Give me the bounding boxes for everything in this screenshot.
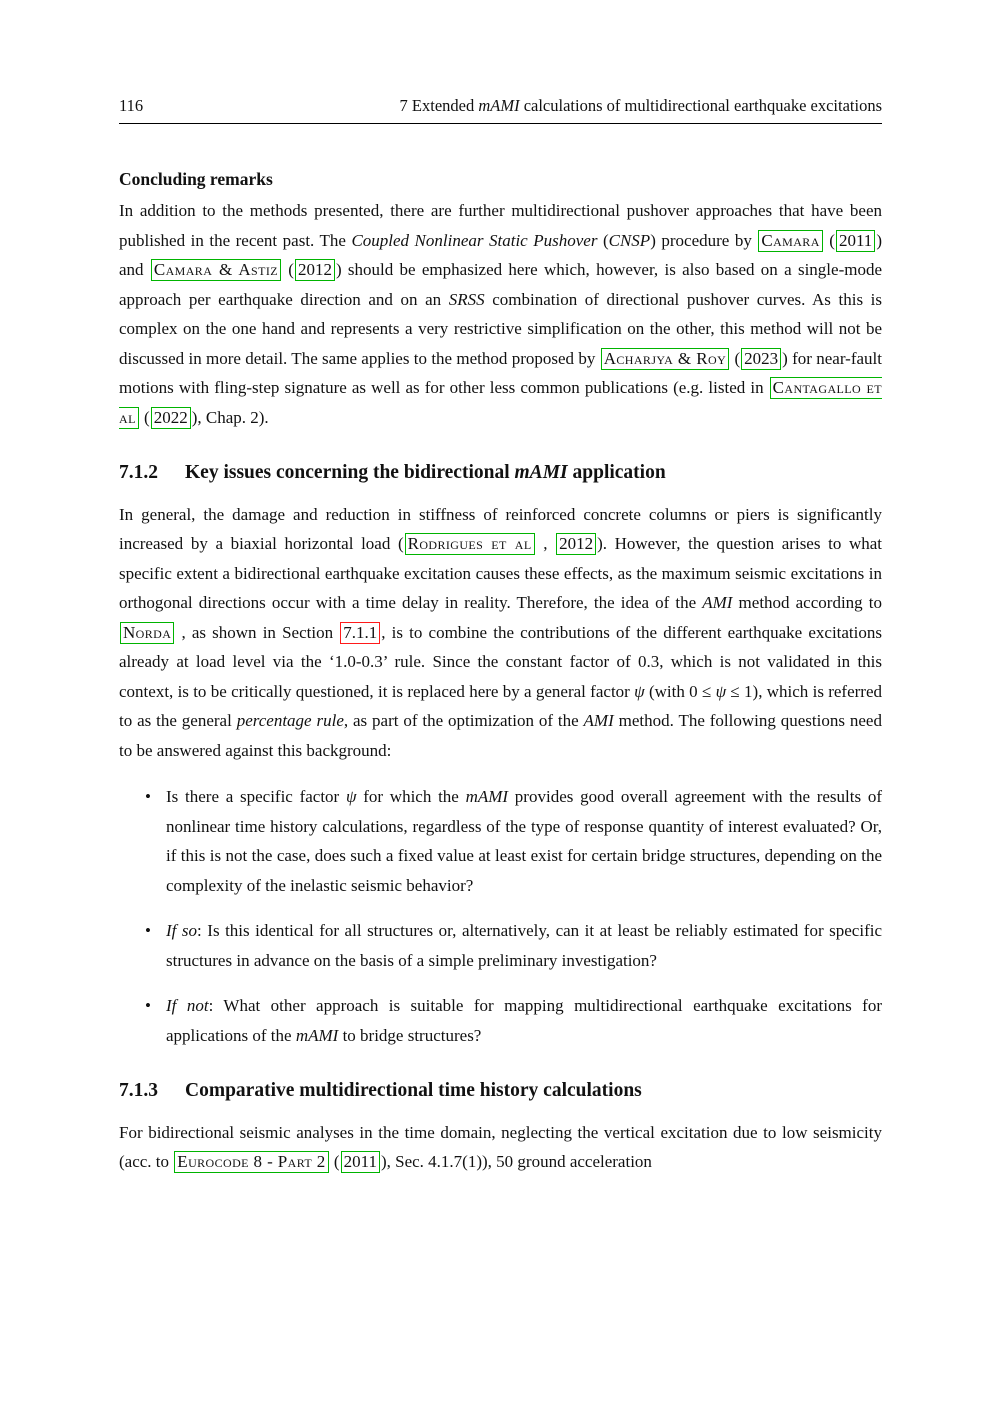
text-run: (	[329, 1152, 340, 1172]
text-run: (	[281, 260, 294, 280]
text-run: If so	[166, 921, 198, 941]
section-title	[185, 1080, 642, 1101]
citation-link[interactable]: 2011	[341, 1151, 380, 1173]
text-run: ) should be emphasized here which, however, is also based on a single-mode approach per earthquake direction and on an	[119, 260, 882, 309]
text-run: : Is this identical for all structures or, alternatively, can it at least be reliably estimated for specific structures in advance on the basis of a simple preliminary investigation?	[166, 921, 882, 970]
text-run: provides good overall agreement with the results of nonlinear time history calculations, regardless of the type of response quantity of interest evaluated? Or, if this is not the case, does such a fixed value at least exist for certain bridge structures, depending on the complexity of the inelastic seismic behavior?	[166, 787, 883, 895]
text-run: Key issues concerning the bidirectional	[185, 462, 515, 484]
text-run: : What other approach is suitable for mapping multidirectional earthquake excitations for applications of the	[166, 996, 883, 1045]
text-run: ψ	[715, 681, 727, 701]
text-run: mAMI	[465, 787, 509, 807]
citation-link[interactable]: Norda	[120, 622, 174, 644]
text-run: (	[730, 348, 741, 368]
citation-link[interactable]: 2023	[741, 348, 781, 370]
header-rule	[119, 123, 882, 124]
text-run: calculations of multidirectional earthquake excitations	[519, 96, 882, 115]
text-block	[119, 96, 882, 1177]
text-run: to bridge structures?	[338, 1025, 482, 1045]
text-run: ) for near-fault motions with fling-step signature as well as for other less common publications (e.g. listed in	[119, 348, 882, 398]
question-list	[119, 782, 882, 1050]
citation-link[interactable]: 2022	[151, 407, 191, 429]
text-run: Coupled Nonlinear Static Pushover	[351, 230, 598, 250]
paragraph-key-issues	[119, 500, 882, 766]
running-title	[400, 96, 882, 116]
text-run: Comparative multidirectional time history calculations	[185, 1080, 642, 1102]
section-heading-7-1-3	[119, 1079, 882, 1103]
text-run: Is there a specific factor	[166, 787, 346, 807]
text-run: (with 0 ≤	[644, 681, 716, 701]
text-run: ψ	[634, 681, 645, 701]
text-run: For bidirectional seismic analyses in the time domain, neglecting the vertical excitation due to low seismicity (acc. to	[119, 1122, 882, 1172]
text-run: ) and	[119, 230, 882, 280]
text-run: (	[597, 230, 609, 250]
text-run: mAMI	[478, 96, 520, 115]
text-run: In general, the damage and reduction in stiffness of reinforced concrete columns or piers is significantly increased by a biaxial horizontal load (	[119, 504, 882, 554]
text-run: mAMI	[295, 1025, 339, 1045]
paragraph-concluding-remarks	[119, 196, 882, 432]
citation-link[interactable]: 2012	[295, 259, 335, 281]
text-run: , is to combine the contributions of the different earthquake excitations already at load level via the ‘1.0-0.3’ rule. Since the constant factor of 0.3, which is not validated in this context, is to be critically questioned, it is replaced here by a general factor	[119, 622, 882, 701]
text-run: ) procedure by	[650, 230, 758, 250]
citation-link[interactable]: Eurocode 8 - Part 2	[174, 1151, 328, 1173]
text-run: ). However, the question arises to what specific extent a bidirectional earthquake excitation causes these effects, as the maximum seismic excitations in orthogonal directions occur with a time delay in reality. Therefore, the idea of the	[119, 534, 883, 613]
citation-link[interactable]: Cantagallo et al	[119, 378, 882, 427]
citation-link[interactable]: Camara	[758, 230, 822, 252]
citation-link[interactable]: Camara & Astiz	[151, 259, 281, 281]
text-run: combination of directional pushover curves. As this is complex on the one hand and represents a very restrictive simplification on the other, this method will not be discussed in more detail. The same applies to the method proposed by	[119, 289, 882, 368]
text-run: , as shown in Section	[175, 622, 340, 642]
text-run: ψ	[345, 787, 357, 807]
list-item-text	[166, 921, 882, 970]
page-body	[119, 165, 882, 1177]
section-ref-link[interactable]: 7.1.1	[340, 622, 380, 644]
section-number: 7.1.2	[119, 462, 158, 484]
citation-link[interactable]: Rodrigues et al	[405, 533, 535, 555]
bullet-icon: •	[145, 921, 151, 941]
section-heading-7-1-2	[119, 461, 882, 485]
text-run: ), Chap. 2).	[191, 407, 269, 427]
text-run: mAMI	[514, 462, 568, 484]
section-number: 7.1.3	[119, 1080, 158, 1102]
text-run: AMI	[583, 711, 614, 731]
list-item	[145, 782, 883, 900]
text-run: method according to	[732, 593, 882, 613]
text-run: If not	[166, 996, 209, 1016]
text-run: 7 Extended	[399, 96, 479, 115]
citation-link[interactable]: Acharjya & Roy	[601, 348, 729, 370]
citation-link[interactable]: 2011	[836, 230, 875, 252]
bullet-icon: •	[145, 996, 151, 1016]
paragraph-heading-concluding-remarks: Concluding remarks	[119, 168, 273, 189]
text-run: percentage rule	[236, 711, 344, 731]
text-run: (	[823, 230, 835, 250]
text-run: SRSS	[448, 289, 485, 309]
text-run: method. The following questions need to be answered against this background:	[119, 711, 882, 760]
text-run: ,	[535, 534, 556, 554]
text-run: AMI	[702, 593, 733, 613]
text-run: CNSP	[608, 230, 651, 250]
page-header	[119, 96, 882, 123]
page-number: 116	[119, 96, 144, 115]
text-run: application	[567, 462, 666, 484]
list-item	[145, 916, 882, 975]
list-item-text	[166, 996, 882, 1045]
text-run: ), Sec. 4.1.7(1)), 50 ground acceleration	[380, 1152, 652, 1172]
text-run: , as part of the optimization of the	[343, 711, 584, 731]
text-run: (	[139, 407, 150, 427]
section-title	[185, 462, 666, 483]
text-run: In addition to the methods presented, there are further multidirectional pushover approaches that have been published in the recent past. The	[119, 201, 882, 250]
citation-link[interactable]: 2012	[556, 533, 596, 555]
text-run: for which the	[356, 787, 466, 807]
bullet-icon: •	[145, 787, 151, 807]
list-item-text	[166, 787, 882, 895]
text-run: ≤ 1), which is referred to as the general	[119, 681, 883, 731]
list-item	[145, 991, 883, 1050]
paragraph-comparative	[119, 1118, 882, 1177]
